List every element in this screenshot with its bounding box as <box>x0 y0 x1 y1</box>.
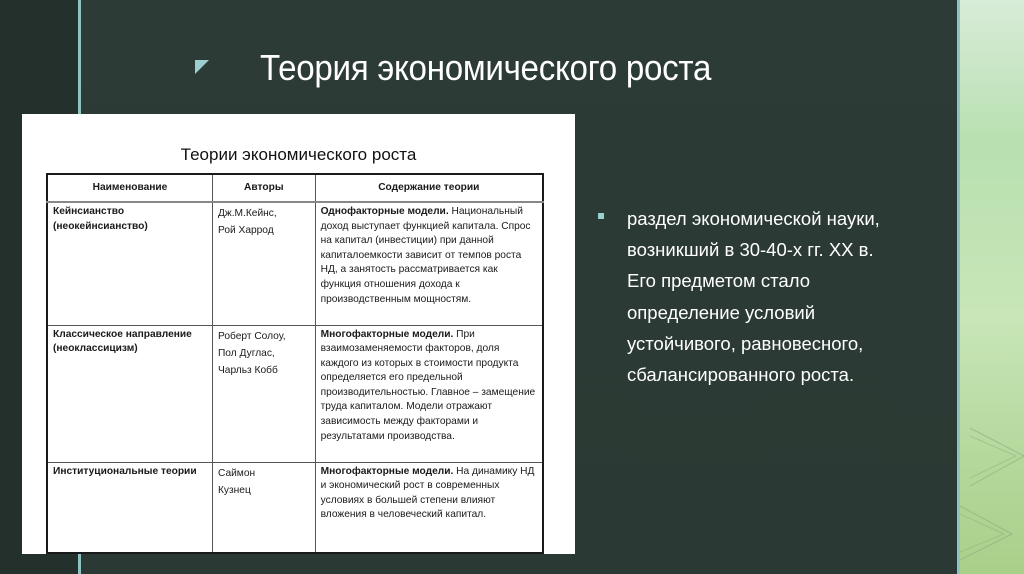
right-decorative-panel <box>960 0 1024 574</box>
theories-table <box>46 173 544 554</box>
table-row <box>47 462 543 553</box>
theory-name-cell: Кейнсианство (неокейнсианство) <box>47 202 212 325</box>
column-header-authors: Авторы <box>212 174 315 202</box>
content-lead: Многофакторные модели. <box>320 465 454 477</box>
bullet-text: раздел экономической науки, возникший в 30-40-х гг. XX в. Его предметом стало определение условий устойчивого, равновесного, сбалансированного роста. <box>627 208 880 386</box>
theory-authors-cell <box>212 202 315 325</box>
chevron-pattern-icon <box>960 0 1024 574</box>
theory-authors-cell <box>212 462 315 553</box>
table-heading: Теории экономического роста <box>180 145 417 164</box>
author: Роберт Солоу, <box>217 330 286 342</box>
author: Рой Харрод <box>217 225 274 236</box>
square-bullet-icon <box>598 213 604 219</box>
content-text: При взаимозаменяемости факторов, доля каждого из которых в стоимости продукта определяется его предельной производительностью. Главное – замещение труда капиталом. Модели отражают зависимость между факторами и результатами производства. <box>320 328 536 442</box>
theory-content-cell <box>315 462 543 553</box>
author: Пол Дуглас, <box>217 347 275 359</box>
table-header-row <box>47 174 543 202</box>
theory-content-cell <box>315 202 543 325</box>
theory-name-cell: Классическое направление (неоклассицизм) <box>47 325 212 462</box>
slide-title: Теория экономического роста <box>260 47 712 88</box>
column-header-name: Наименование <box>47 174 212 202</box>
triangle-corner-icon <box>195 60 209 74</box>
content-text: На динамику НД и экономический рост в современных условиях в большей степени влияют вложения в человеческий капитал. <box>320 465 535 521</box>
author: Дж.М.Кейнс, <box>217 208 277 219</box>
author: Кузнец <box>217 484 251 496</box>
content-lead: Многофакторные модели. <box>320 328 454 340</box>
author: Чарльз Кобб <box>217 364 278 376</box>
theory-name-cell: Институциональные теории <box>47 462 212 553</box>
theory-authors-cell <box>212 325 315 462</box>
column-header-content: Содержание теории <box>315 174 543 202</box>
table-row <box>47 325 543 462</box>
theories-table-image <box>22 114 575 554</box>
content-text: Национальный доход выступает функцией капитала. Спрос на капитал (инвестиции) при данной капиталоемкости зависит от темпов роста НД, а занятость рассматривается как функция отношения дохода к производственным мощностям. <box>320 206 531 305</box>
theory-content-cell <box>315 325 543 462</box>
author: Саймон <box>217 467 256 479</box>
table-row <box>47 202 543 325</box>
content-lead: Однофакторные модели. <box>320 206 449 217</box>
